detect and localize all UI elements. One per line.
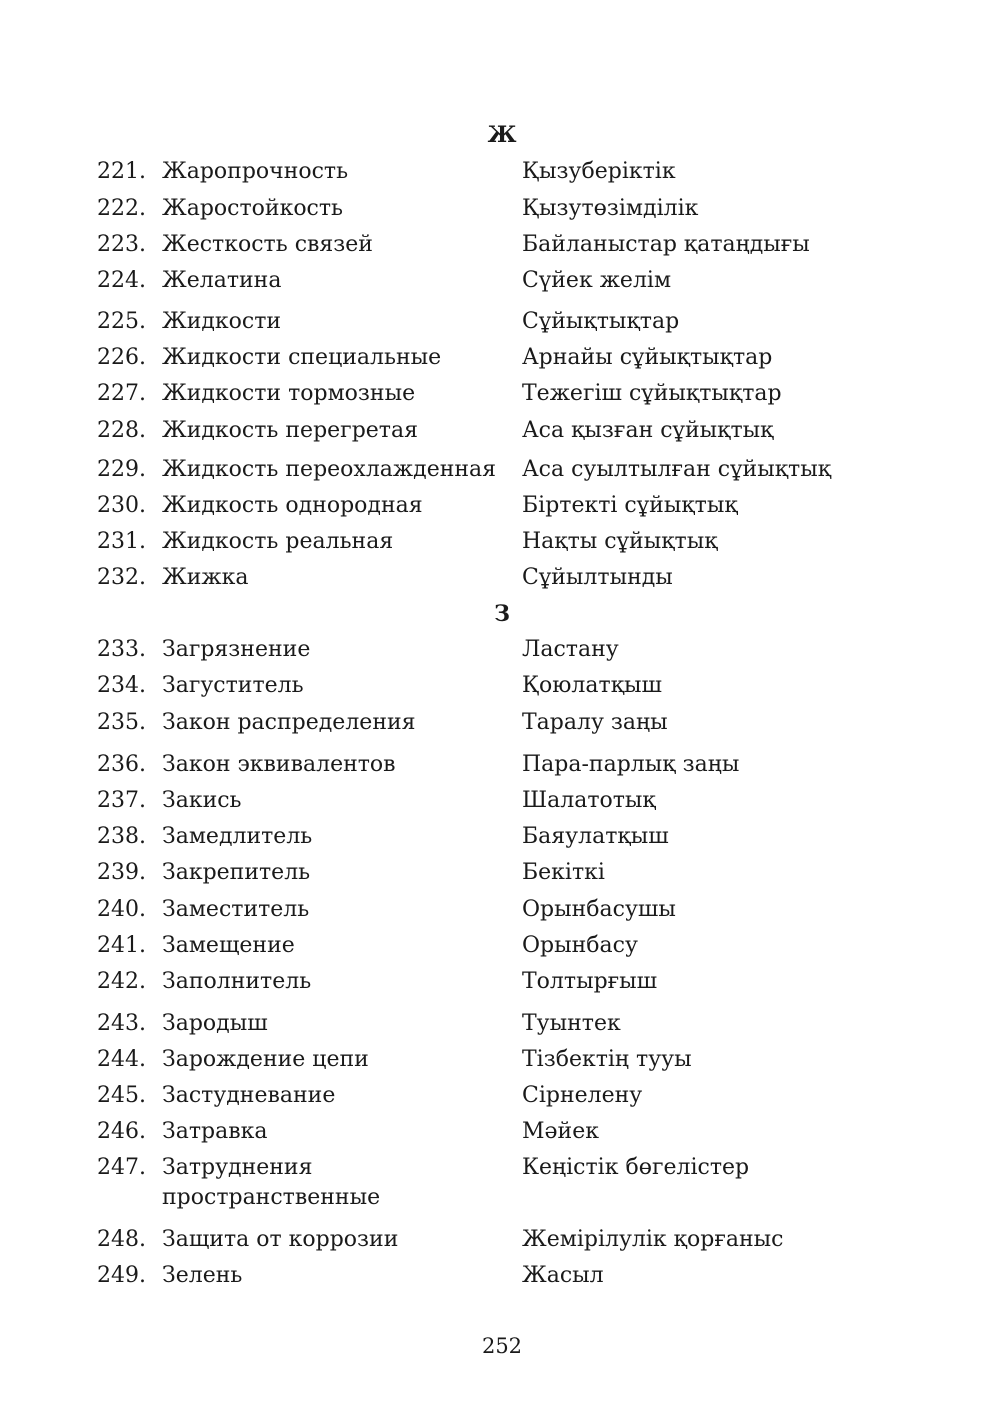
term-kazakh: Пара-парлық заңы [522, 752, 740, 777]
entry-number: 241. [97, 933, 146, 958]
glossary-entry [0, 750, 1004, 780]
entry-number: 228. [97, 418, 146, 443]
term-russian: Жидкости тормозные [162, 381, 416, 406]
entry-number: 221. [97, 159, 146, 184]
term-kazakh: Сірнелену [522, 1083, 643, 1108]
term-kazakh: Шалатотық [522, 788, 656, 813]
term-kazakh: Қызутөзімділік [522, 196, 699, 221]
term-russian: Зарождение цепи [162, 1047, 369, 1072]
term-russian: Зелень [162, 1263, 243, 1288]
term-kazakh: Орынбасушы [522, 897, 676, 922]
entry-number: 249. [97, 1263, 146, 1288]
term-kazakh: Тежегіш сұйықтықтар [522, 381, 782, 406]
term-russian: Закон распределения [162, 710, 416, 735]
glossary-entry [0, 230, 1004, 260]
entry-number: 227. [97, 381, 146, 406]
term-russian: Замещение [162, 933, 295, 958]
term-kazakh: Жасыл [522, 1263, 604, 1288]
term-kazakh: Арнайы сұйықтықтар [522, 345, 773, 370]
section-letter-z: З [494, 601, 510, 627]
entry-number: 236. [97, 752, 146, 777]
glossary-entry [0, 1081, 1004, 1111]
glossary-entry [0, 307, 1004, 337]
entry-number: 248. [97, 1227, 146, 1252]
term-russian: Жидкости специальные [162, 345, 442, 370]
term-kazakh: Біртекті сұйықтық [522, 493, 738, 518]
term-kazakh: Жемірілулік қорғаныс [522, 1227, 784, 1252]
glossary-entry [0, 822, 1004, 852]
entry-number: 224. [97, 268, 146, 293]
term-russian: Защита от коррозии [162, 1227, 399, 1252]
entry-number: 229. [97, 457, 146, 482]
glossary-entry [0, 1261, 1004, 1291]
term-russian: Жидкость реальная [162, 529, 394, 554]
term-kazakh: Сұйықтықтар [522, 309, 680, 334]
glossary-entry [0, 895, 1004, 925]
term-russian: Закон эквивалентов [162, 752, 396, 777]
section-letter-zh: Ж [487, 122, 517, 148]
term-russian: Заполнитель [162, 969, 312, 994]
term-kazakh: Қоюлатқыш [522, 673, 662, 698]
term-russian: Зародыш [162, 1011, 268, 1036]
term-kazakh: Тізбектің тууы [522, 1047, 692, 1072]
term-russian: Жидкость однородная [162, 493, 423, 518]
glossary-entry [0, 455, 1004, 485]
term-russian: Загрязнение [162, 637, 311, 662]
glossary-entry [0, 343, 1004, 373]
term-kazakh: Бекіткі [522, 860, 605, 885]
entry-number: 222. [97, 196, 146, 221]
glossary-entry [0, 1045, 1004, 1075]
term-russian-line-1: Затруднения [162, 1155, 313, 1180]
term-russian-line-2: пространственные [162, 1185, 381, 1210]
glossary-entry [0, 967, 1004, 997]
glossary-entry [0, 379, 1004, 409]
term-kazakh: Баяулатқыш [522, 824, 669, 849]
term-kazakh: Нақты сұйықтық [522, 529, 718, 554]
term-kazakh: Ластану [522, 637, 619, 662]
entry-number: 230. [97, 493, 146, 518]
glossary-entry [0, 1009, 1004, 1039]
entry-number: 223. [97, 232, 146, 257]
term-russian: Закрепитель [162, 860, 311, 885]
entry-number: 245. [97, 1083, 146, 1108]
entry-number: 232. [97, 565, 146, 590]
glossary-entry [0, 931, 1004, 961]
glossary-entry [0, 491, 1004, 521]
term-russian: Загуститель [162, 673, 304, 698]
term-russian [162, 1153, 512, 1213]
term-russian: Заместитель [162, 897, 310, 922]
term-kazakh: Кеңістік бөгелістер [522, 1155, 750, 1180]
entry-number: 247. [97, 1155, 146, 1180]
entry-number: 226. [97, 345, 146, 370]
entry-number: 238. [97, 824, 146, 849]
entry-number: 234. [97, 673, 146, 698]
term-russian: Жаростойкость [162, 196, 344, 221]
glossary-entry [0, 671, 1004, 701]
term-russian: Затравка [162, 1119, 268, 1144]
glossary-entry [0, 786, 1004, 816]
term-russian: Желатина [162, 268, 282, 293]
entry-number: 225. [97, 309, 146, 334]
term-kazakh: Сұйылтынды [522, 565, 673, 590]
term-russian: Застудневание [162, 1083, 336, 1108]
term-kazakh: Аса қызған сұйықтық [522, 418, 774, 443]
term-russian: Закись [162, 788, 242, 813]
entry-number: 235. [97, 710, 146, 735]
term-russian: Жидкости [162, 309, 282, 334]
glossary-entry [0, 527, 1004, 557]
term-russian: Жижка [162, 565, 249, 590]
term-russian: Жидкость переохлажденная [162, 457, 497, 482]
glossary-entry [0, 563, 1004, 593]
entry-number: 240. [97, 897, 146, 922]
entry-number: 233. [97, 637, 146, 662]
term-kazakh: Таралу заңы [522, 710, 668, 735]
term-kazakh: Толтырғыш [522, 969, 658, 994]
entry-number: 231. [97, 529, 146, 554]
glossary-entry [0, 266, 1004, 296]
entry-number: 244. [97, 1047, 146, 1072]
term-russian: Жаропрочность [162, 159, 349, 184]
glossary-entry [0, 858, 1004, 888]
term-kazakh: Мәйек [522, 1119, 599, 1144]
term-russian: Замедлитель [162, 824, 313, 849]
term-kazakh: Сүйек желім [522, 268, 672, 293]
entry-number: 242. [97, 969, 146, 994]
glossary-entry [0, 1153, 1004, 1215]
term-kazakh: Туынтек [522, 1011, 621, 1036]
glossary-entry [0, 194, 1004, 224]
entry-number: 243. [97, 1011, 146, 1036]
glossary-entry [0, 635, 1004, 665]
entry-number: 237. [97, 788, 146, 813]
entry-number: 239. [97, 860, 146, 885]
entry-number: 246. [97, 1119, 146, 1144]
glossary-entry [0, 157, 1004, 187]
term-kazakh: Орынбасу [522, 933, 638, 958]
term-russian: Жидкость перегретая [162, 418, 418, 443]
term-kazakh: Байланыстар қатаңдығы [522, 232, 810, 257]
glossary-entry [0, 1225, 1004, 1255]
glossary-entry [0, 1117, 1004, 1147]
term-kazakh: Қызуберіктік [522, 159, 676, 184]
term-kazakh: Аса суылтылған сұйықтық [522, 457, 832, 482]
glossary-entry [0, 416, 1004, 446]
glossary-entry [0, 708, 1004, 738]
page-number: 252 [481, 1334, 523, 1358]
term-russian: Жесткость связей [162, 232, 373, 257]
